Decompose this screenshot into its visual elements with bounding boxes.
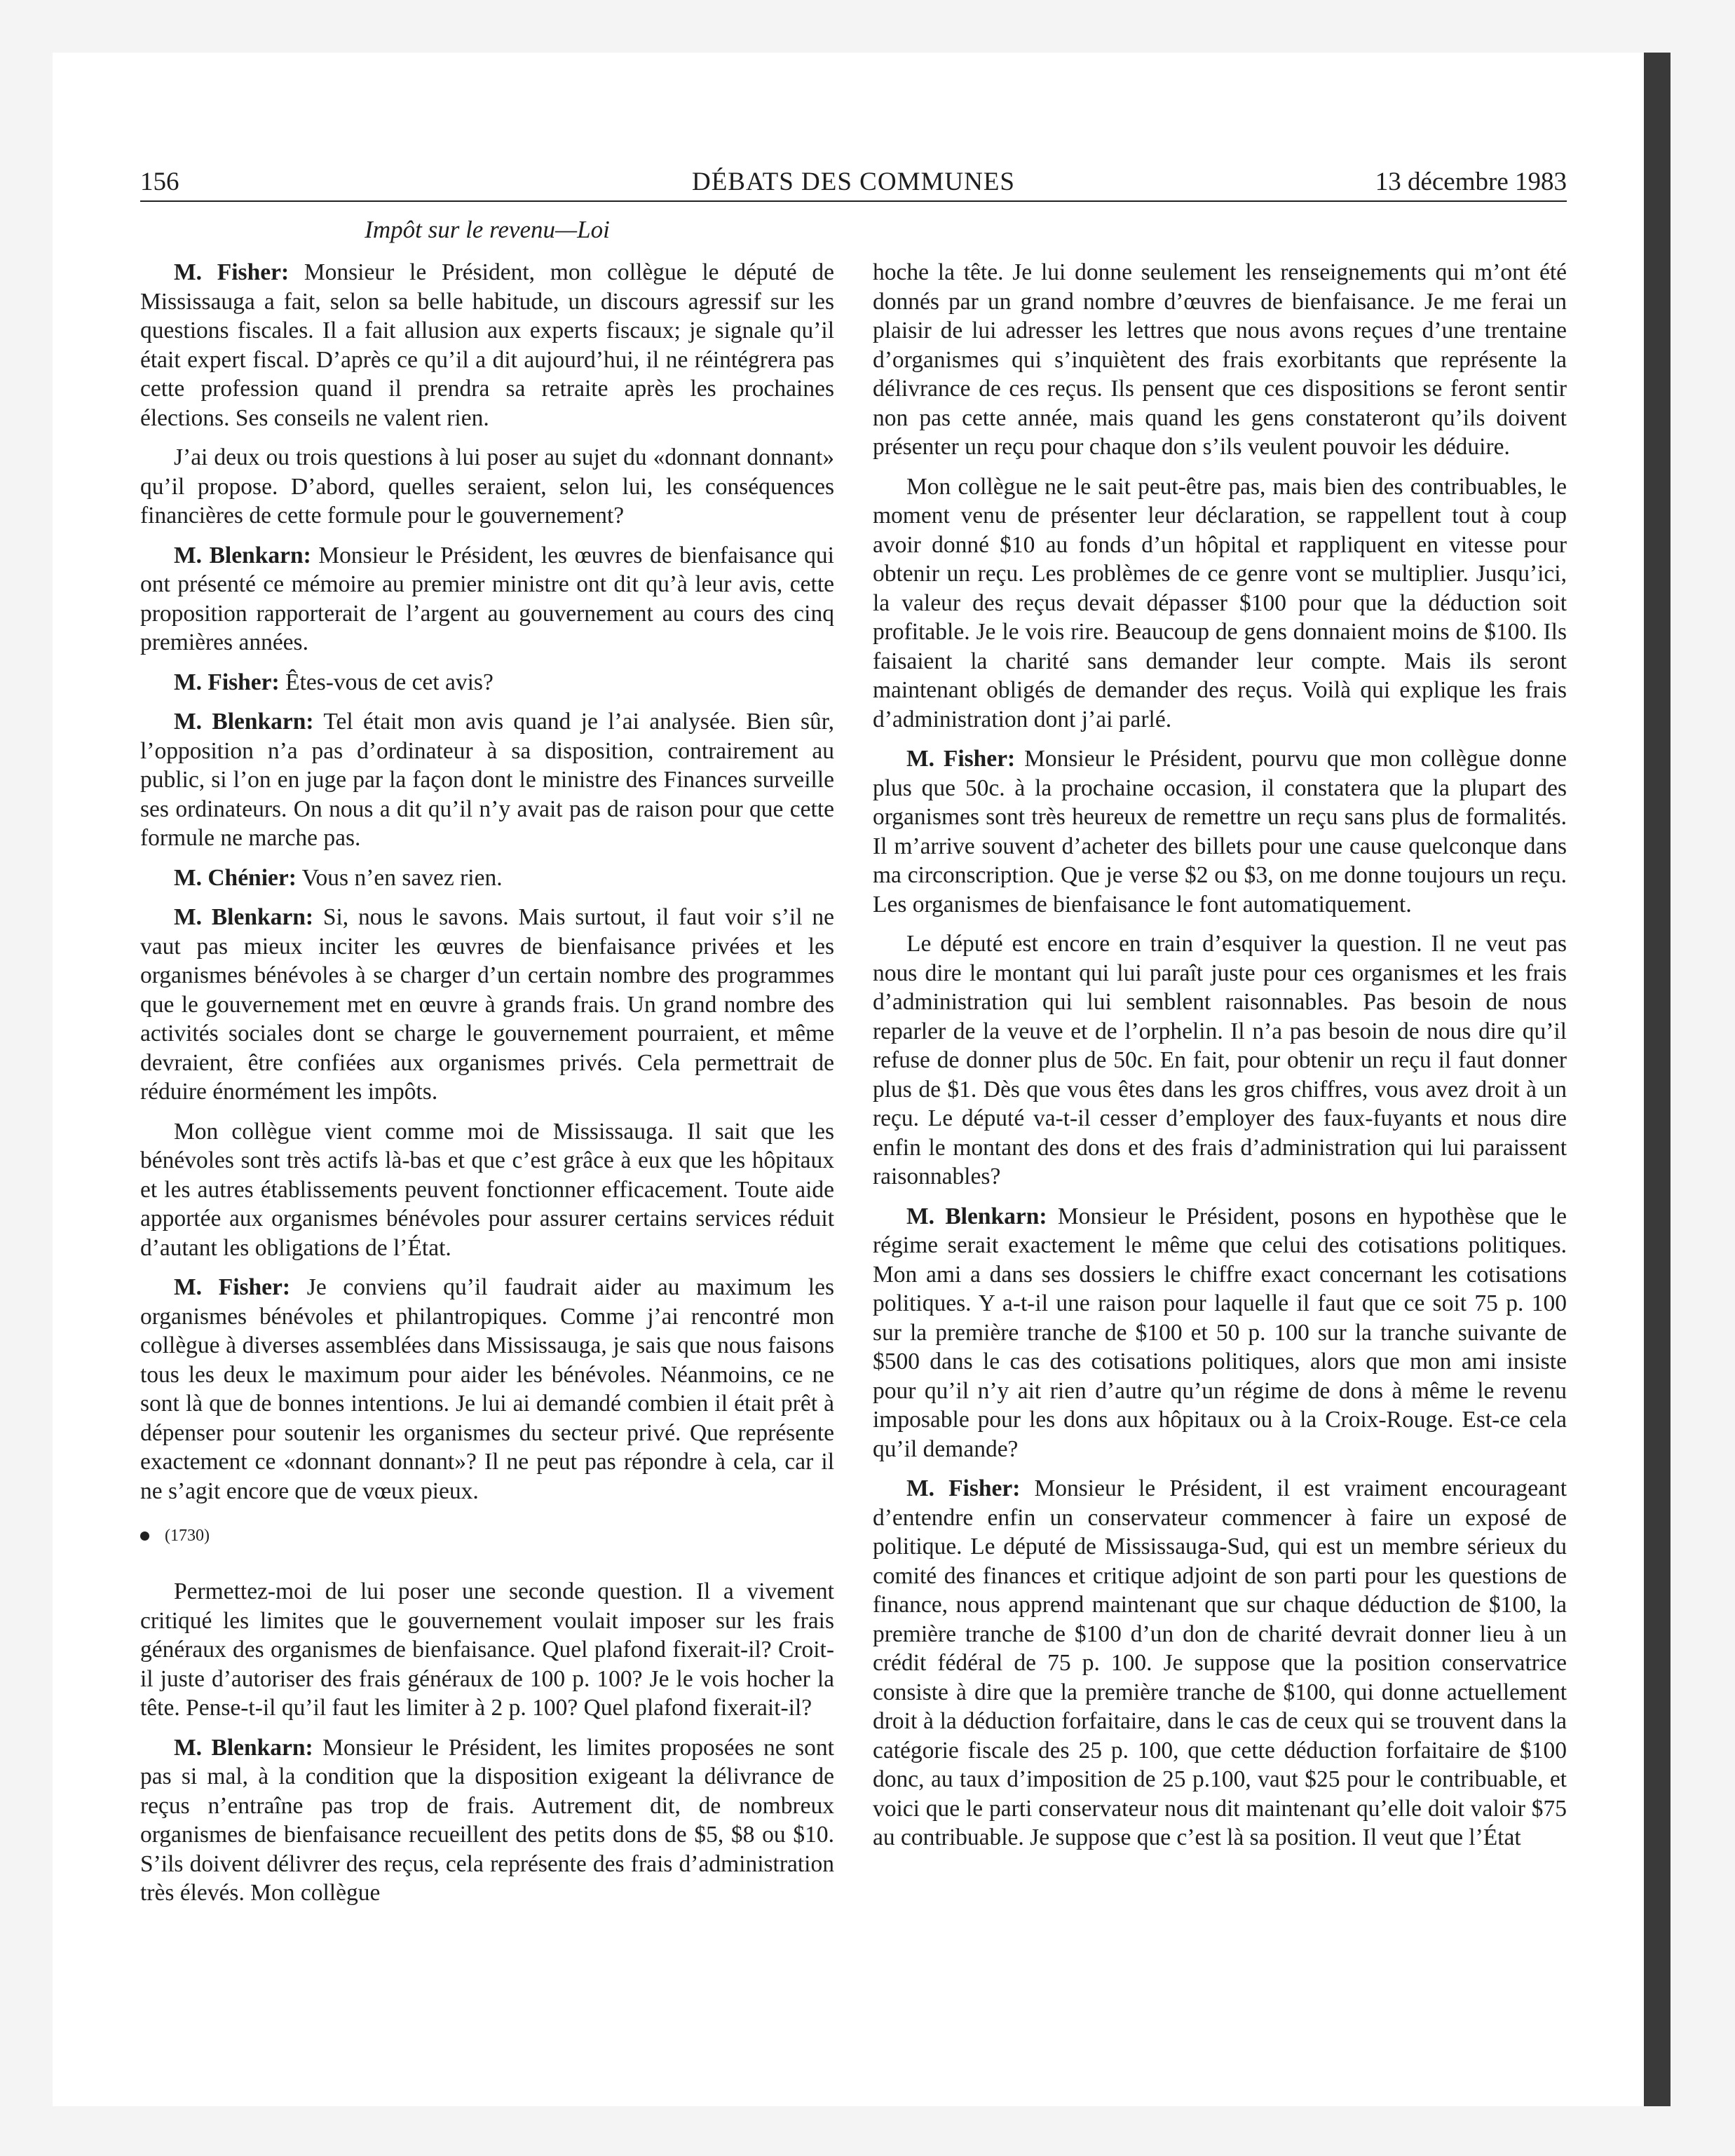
right-column (873, 258, 1567, 1863)
paragraph (873, 1474, 1567, 1853)
left-column (140, 258, 834, 1918)
speech-text: Monsieur le Président, mon collègue le député de Mississauga a fait, selon sa belle habitude, un discours agressif sur les questions fiscales. Il a fait allusion aux experts fiscaux; je signale qu’il était expert fiscal. D’après ce qu’il a dit aujourd’hui, il ne réintégrera pas cette profession quand il prendra sa retraite après les prochaines élections. Ses conseils ne valent rien. (140, 259, 834, 431)
speech-text: Le député est encore en train d’esquiver la question. Il ne veut pas nous dire le montant qui lui paraît juste pour ces organismes et les frais d’administration qui lui semblent raisonnables. Pas besoin de nous reparler de la veuve et de l’orphelin. Il n’a pas besoin de nous dire qu’il refuse de donner plus de 50c. En fait, pour obtenir un reçu il faut donner plus de $1. Dès que vous êtes dans les gros chiffres, vous avez droit à un reçu. Le député va-t-il cesser d’employer des faux-fuyants et nous dire enfin le montant des dons et des frais d’administration qui lui paraissent raisonnables? (873, 931, 1567, 1189)
paragraph (873, 472, 1567, 735)
section-title: Impôt sur le revenu—Loi (365, 216, 610, 243)
speech-text: Mon collègue ne le sait peut-être pas, mais bien des contribuables, le moment venu de présenter leur déclaration, se rappellent tout à coup avoir donné $10 au fonds d’un hôpital et rappliquent en vitesse pour obtenir un reçu. Les problèmes de ce genre vont se multiplier. Jusqu’ici, la valeur des reçus devait dépasser $100 pour que la déduction soit profitable. Je le vois rire. Beaucoup de gens donnaient moins de $100. Ils faisaient la charité sans demander leur compte. Mais ils seront maintenant obligés de demander des reçus. Voilà qui explique les frais d’administration dont j’ai parlé. (873, 473, 1567, 732)
speaker-name: M. Fisher: (174, 259, 290, 285)
speech-text: Monsieur le Président, pourvu que mon collègue donne plus que 50c. à la prochaine occasion, il constatera que la plupart des organismes sont très heureux de remettre un reçu sans plus de formalités. Il m’arrive souvent d’acheter des billets pour une cause quelconque dans ma circonscription. Que je verse $2 ou $3, on me donne toujours un reçu. Les organismes de bienfaisance le font automatiquement. (873, 746, 1567, 917)
publication-title: DÉBATS DES COMMUNES (691, 168, 1015, 196)
paragraph (140, 668, 834, 697)
paragraph (140, 707, 834, 853)
speaker-name: M. Blenkarn: (174, 709, 314, 735)
paragraph (140, 1273, 834, 1506)
speech-text: hoche la tête. Je lui donne seulement les renseignements qui m’ont été donnés par un grand nombre d’œuvres de bienfaisance. Je me ferai un plaisir de lui adresser les lettres que nous avons reçues d’une trentaine d’organismes qui s’inquiètent des frais exorbitants que représente la délivrance de ces reçus. Ils pensent que ces dispositions se feront sentir non pas cette année, mais quand les gens constateront qu’ils doivent présenter un reçu pour chaque don s’ils veulent pouvoir les déduire. (873, 259, 1567, 460)
speech-text: Monsieur le Président, posons en hypothèse que le régime serait exactement le même que celui des cotisations politiques. Mon ami a dans ses dossiers le chiffre exact concernant les cotisations politiques. Y a-t-il une raison pour laquelle il faut que ce soit 75 p. 100 sur la première tranche de $100 et 50 p. 100 sur la tranche suivante de $500 dans le cas des cotisations politiques, alors que mon ami insiste pour qu’il n’y ait rien d’autre qu’un régime de dons à même le revenu imposable pour les dons aux hôpitaux ou à la Croix-Rouge. Est-ce cela qu’il demande? (873, 1203, 1567, 1462)
speaker-name: M. Blenkarn: (174, 542, 311, 568)
paragraph (873, 258, 1567, 462)
speaker-name: M. Blenkarn: (174, 904, 314, 930)
speech-text: Vous n’en savez rien. (296, 864, 503, 891)
speech-text: J’ai deux ou trois questions à lui poser au sujet du «donnant donnant» qu’il propose. D’abord, quelles seraient, selon lui, les conséquences financières de cette formule pour le gouvernement? (140, 444, 834, 528)
speaker-name: M. Chénier: (174, 864, 297, 891)
bullet-icon (140, 1531, 149, 1541)
paragraph (140, 903, 834, 1107)
paragraph (873, 929, 1567, 1192)
speaker-name: M. Fisher: (174, 1274, 291, 1300)
page-number: 156 (140, 168, 179, 196)
paragraph (873, 1202, 1567, 1464)
speech-text: Mon collègue vient comme moi de Mississauga. Il sait que les bénévoles sont très actifs là-bas et que c’est grâce à eux que les hôpitaux et les autres établissements peuvent fonctionner efficacement. Toute aide apportée aux organismes bénévoles pour assurer certains services réduit d’autant les obligations de l’État. (140, 1118, 834, 1261)
speaker-name: M. Blenkarn: (906, 1203, 1047, 1229)
speech-text: Tel était mon avis quand je l’ai analysée. Bien sûr, l’opposition n’a pas d’ordinateur à sa disposition, contrairement au public, si l’on en juge par la façon dont le ministre des Finances surveille ses ordinateurs. On nous a dit qu’il n’y avait pas de raison pour que cette formule ne marche pas. (140, 709, 834, 851)
speaker-name: M. Blenkarn: (174, 1734, 313, 1761)
time-marker (140, 1525, 834, 1546)
scan-edge-shadow (1644, 53, 1671, 2106)
paragraph (140, 541, 834, 657)
paragraph (140, 258, 834, 432)
time-stamp: (1730) (165, 1527, 210, 1545)
speech-text: Êtes-vous de cet avis? (279, 669, 494, 695)
speech-text: Permettez-moi de lui poser une seconde question. Il a vivement critiqué les limites que le gouvernement voulait imposer sur les frais généraux des organismes de bienfaisance. Quel plafond fixerait-il? Croit-il juste d’autoriser des frais généraux de 100 p. 100? Je le vois hocher la tête. Pense-t-il qu’il faut les limiter à 2 p. 100? Quel plafond fixerait-il? (140, 1578, 834, 1721)
speech-text: Monsieur le Président, il est vraiment encourageant d’entendre enfin un conservateur commencer à faire un exposé de politique. Le député de Mississauga-Sud, qui est un membre sérieux du comité des finances et critique adjoint de son parti pour les questions de finance, nous apprend maintenant que sur chaque déduction de $100, la première tranche de $100 d’un don de charité devrait donner lieu à un crédit fédéral de 75 p. 100. Je suppose que la position conservatrice consiste à dire que la première tranche de $100, qui donne actuellement droit à la déduction forfaitaire, dans le cas de ceux qui se trouvent dans la catégorie fiscale des 25 p. 100, que cette déduction forfaitaire de $100 donc, au taux d’imposition de 25 p.100, vaut $25 pour le contribuable, et voici que le parti conservateur nous dit maintenant qu’elle doit valoir $75 au contribuable. Je suppose que c’est là sa position. Il veut que l’État (873, 1475, 1567, 1850)
paragraph (140, 1577, 834, 1723)
speaker-name: M. Fisher: (174, 669, 280, 695)
speaker-name: M. Fisher: (906, 746, 1016, 772)
speech-text: Monsieur le Président, les limites proposées ne sont pas si mal, à la condition que la disposition exigeant la délivrance de reçus n’entraîne pas trop de frais. Autrement dit, de nombreux organismes de bienfaisance recueillent des petits dons de $5, $8 ou $10. S’ils doivent délivrer des reçus, cela représente des frais d’administration très élevés. Mon collègue (140, 1734, 834, 1906)
running-header (140, 165, 1567, 200)
paragraph (140, 864, 834, 893)
paragraph (140, 443, 834, 531)
speech-text: Je conviens qu’il faudrait aider au maximum les organismes bénévoles et philantropiques. Comme j’ai rencontré mon collègue à diverses assemblées dans Mississauga, je sais que nous faisons tous les deux le maximum pour aider les bénévoles. Néanmoins, ce ne sont là que de bonnes intentions. Je lui ai demandé combien il était prêt à dépenser pour soutenir les organismes du secteur privé. Que représente exactement ce «donnant donnant»? Il ne peut pas répondre à cela, car il ne s’agit encore que de vœux pieux. (140, 1274, 834, 1504)
speech-text: Si, nous le savons. Mais surtout, il faut voir s’il ne vaut pas mieux inciter les œuvres de bienfaisance privées et les organismes bénévoles à se charger d’un certain nombre des programmes que le gouvernement met en œuvre à grands frais. Un grand nombre des activités sociales dont se charge le gouvernement pourraient, et même devraient, être confiées aux organismes privés. Cela permettrait de réduire énormément les impôts. (140, 904, 834, 1105)
paragraph (140, 1117, 834, 1263)
header-rule (140, 200, 1567, 202)
paragraph (873, 744, 1567, 919)
speaker-name: M. Fisher: (906, 1475, 1021, 1501)
speech-text: Monsieur le Président, les œuvres de bienfaisance qui ont présenté ce mémoire au premier ministre ont dit qu’à leur avis, cette proposition rapporterait de l’argent au gouvernement au cours des cinq premières années. (140, 542, 834, 655)
paragraph (140, 1733, 834, 1908)
header-date: 13 décembre 1983 (1375, 168, 1567, 196)
